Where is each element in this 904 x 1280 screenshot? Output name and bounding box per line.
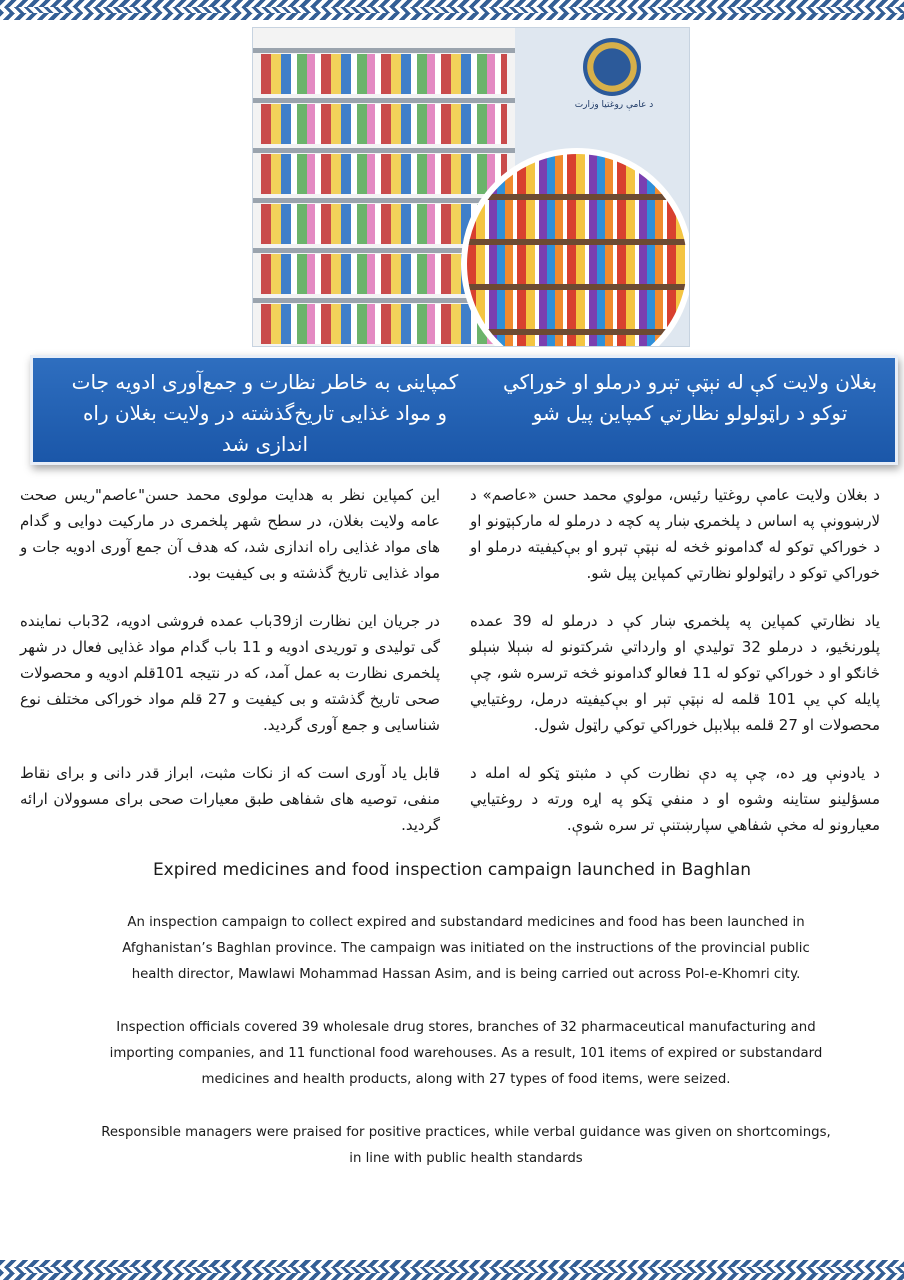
dari-paragraph-1: این کمپاین نظر به هدایت مولوی محمد حسن"عاصم"ریس صحت عامه ولایت بغلان، در سطح شهر پلخمری در مارکیت دوایی و گدام های مواد غذایی راه اندازی شد، که هدف آن جمع آوری ادویه جات و مواد غذایی تاریخ گذشته و بی کیفیت بود.: [20, 486, 440, 582]
bottom-ornamental-border: [0, 1260, 904, 1280]
pashto-paragraph-1: د بغلان ولایت عامې روغتیا رئیس، مولوي محمد حسن «عاصم» د لارښوونې په اساس د پلخمرۍ ښار په کچه د درملو له مارکېټونو او د خوراکي توکو له ګدامونو څخه له نېټې تېرو او بې‌کیفیته درملو او خوراکي توکو د راټولولو نظارتي کمپاین پیل شو.: [470, 486, 880, 582]
title-banner: [30, 355, 898, 465]
english-paragraph-2: Inspection officials covered 39 wholesale drug stores, branches of 32 pharmaceutical manufacturing and importing companies, and 11 functional food warehouses. As a result, 101 items of expired or substandard medicines and health products, along with 27 types of food items, were seized.: [109, 1020, 823, 1087]
pashto-paragraph-3: د یادونې وړ ده، چې په دې نظارت کې د مثبتو ټکو له امله د مسؤلینو ستاینه وشوه او د منفي ټکو په اړه ورته د روغتیایي معیارونو له مخې شفاهي سپارښتنې تر سره شوې.: [470, 764, 880, 834]
pashto-article-column: [470, 482, 880, 860]
english-paragraph-1: An inspection campaign to collect expired and substandard medicines and food has been launched in Afghanistan’s Baghlan province. The campaign was initiated on the instructions of the provincial public health director, Mawlawi Mohammad Hassan Asim, and is being carried out across Pol-e-Khomri city.: [122, 915, 810, 982]
english-article: [100, 910, 832, 1199]
top-ornamental-border: [0, 0, 904, 20]
pashto-paragraph-2: یاد نظارتي کمپاین په پلخمرۍ ښار کې د درملو له 39 عمده پلورنځیو، د درملو 32 تولیدي او وارداتي شرکتونو له ښېلا ښېلو څانګو او د خوراکي توکو له 11 فعالو ګدامونو څخه ترسره شو، چې پایله کې یې 101 قلمه له نېټې تېر او بې‌کیفیته درمل، روغتیایي محصولات او 27 قلمه بېلابېل خوراکي توکي راټول شول.: [470, 612, 881, 734]
header-photo: [252, 27, 690, 347]
english-headline: Expired medicines and food inspection campaign launched in Baghlan: [152, 860, 752, 880]
emblem-caption: د عامې روغتیا وزارت: [574, 100, 654, 110]
dari-paragraph-2: در جریان این نظارت از39باب عمده فروشی ادویه، 32باب نماینده گی تولیدی و توریدی ادویه و 11 باب گدام مواد غذایی فعال در شهر پلخمری نظارت به عمل آمد، که در نتیجه 101قلم ادویه و محصولات صحی تاریخ گذشته و بی کیفیت و 27 قلم مواد خوراکی مختلف نوع شناسایی و جمع آوری گردید.: [20, 612, 441, 734]
dari-paragraph-3: قابل یاد آوری است که از نکات مثبت، ابراز قدر دانی و برای نقاط منفی، توصیه های شفاهی طبق معیارات صحی برای مسوولان ارائه گردید.: [20, 764, 440, 834]
dari-article-column: [20, 482, 440, 860]
ministry-emblem-icon: [583, 38, 641, 96]
dari-headline: کمپاینی به خاطر نظارت و جمع‌آوری ادویه جات و مواد غذایی تاریخ‌گذشته در ولایت بغلان راه اندازی شد: [71, 370, 459, 456]
pashto-headline: بغلان ولایت کې له نېټې تېرو درملو او خوراکي توکو د راټولولو نظارتي کمپاین پیل شو: [502, 370, 878, 425]
english-paragraph-3: Responsible managers were praised for positive practices, while verbal guidance was given on shortcomings, in line with public health standards: [101, 1125, 831, 1166]
